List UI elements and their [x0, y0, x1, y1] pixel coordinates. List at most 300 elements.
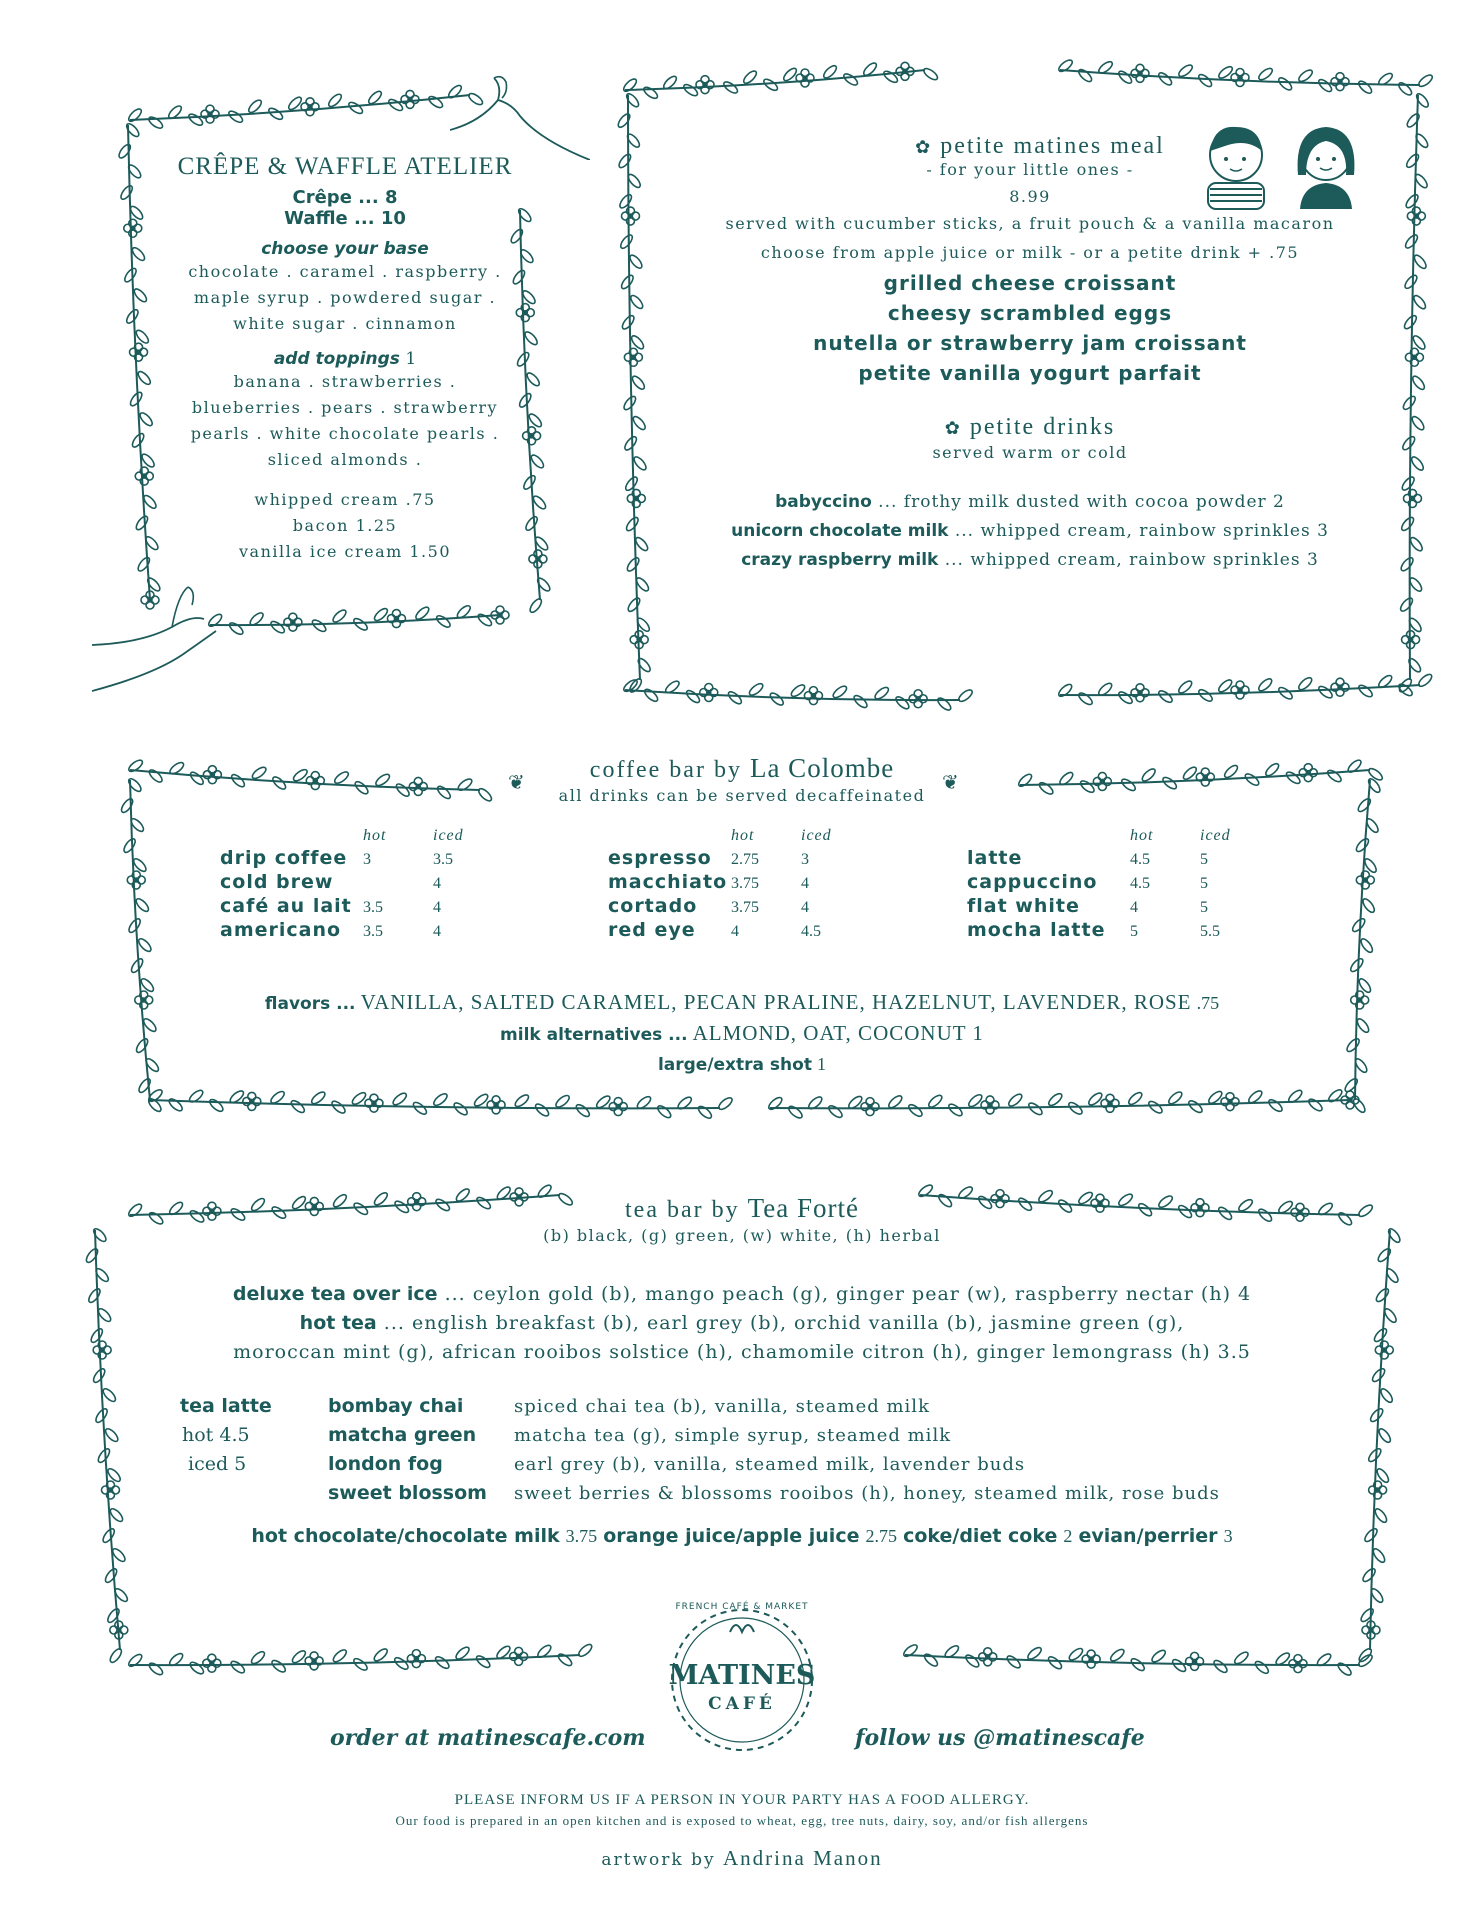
vine-leaf — [229, 1207, 246, 1222]
vine-leaf — [434, 1655, 451, 1671]
tea-latte-desc: sweet berries & blossoms rooibos (h), honey, steamed milk, rose buds — [514, 1483, 1220, 1504]
vine-leaf — [1357, 683, 1374, 699]
vine-leaf — [1363, 1527, 1379, 1544]
vine-leaf — [167, 1097, 184, 1113]
vine-leaf — [168, 1651, 185, 1667]
tea-title: tea bar by Tea Forté — [625, 1193, 859, 1223]
vine-leaf — [1383, 1307, 1398, 1324]
petite-drinks-title: ✿ petite drinks — [944, 414, 1116, 440]
vine-leaf — [1379, 1387, 1394, 1404]
vine-leaf — [664, 679, 681, 695]
vine-leaf — [1057, 58, 1074, 73]
base-line: maple syrup . powdered sugar . — [193, 288, 497, 307]
vine-leaf — [1413, 173, 1429, 190]
vine-leaf — [1287, 1088, 1304, 1104]
vine-leaf — [1177, 679, 1194, 695]
vine-flower — [305, 1197, 323, 1215]
vine-leaf — [616, 112, 632, 129]
vine-leaf — [524, 515, 539, 532]
vine-leaf — [1120, 777, 1137, 792]
vine-leaf — [1401, 435, 1417, 452]
vine-leaf — [452, 1101, 469, 1117]
vine-leaf — [373, 1191, 390, 1207]
vine-leaf — [595, 1094, 612, 1110]
vine-leaf — [147, 1661, 164, 1677]
vine-stem — [1060, 685, 1420, 695]
vine-leaf — [287, 95, 303, 111]
iced-header: iced — [1200, 827, 1231, 844]
vine-leaf — [1357, 79, 1374, 95]
vine-leaf — [1007, 1092, 1024, 1108]
vine-leaf — [134, 897, 150, 914]
vine-flower — [700, 684, 718, 702]
milk-line: milk alternatives ... ALMOND, OAT, COCONUT 1 — [500, 1021, 984, 1045]
vine-flower — [1362, 1621, 1380, 1639]
other-drink-price: 3.75 — [565, 1526, 598, 1546]
vine-leaf — [1369, 1587, 1384, 1604]
vine-leaf — [1408, 576, 1424, 593]
vine-leaf — [768, 691, 785, 707]
hot-header: hot — [731, 827, 755, 844]
vine-leaf — [106, 1467, 122, 1484]
vine-leaf — [1077, 68, 1094, 84]
logo-name: MATINES — [668, 1660, 816, 1691]
petite-item: grilled cheese croissant — [883, 271, 1177, 295]
toppings-heading: add toppings — [273, 349, 400, 369]
vine-leaf — [685, 689, 702, 705]
vine-leaf — [119, 184, 134, 201]
vine-leaf — [629, 294, 645, 311]
large-line: large/extra shot 1 — [657, 1054, 827, 1075]
vine-leaf — [632, 455, 648, 472]
vine-leaf — [432, 1092, 449, 1108]
vine-flower — [621, 207, 639, 225]
vine-leaf — [1317, 684, 1334, 700]
vine-leaf — [1087, 1091, 1104, 1107]
vine-leaf — [522, 474, 537, 491]
vine-leaf — [291, 1649, 308, 1665]
vine-stem — [1370, 1230, 1390, 1650]
tea-subtitle: (b) black, (g) green, (w) white, (h) herbal — [543, 1226, 941, 1245]
vine-leaf — [125, 122, 141, 139]
coffee-iced-price: 4 — [433, 899, 441, 916]
vine-leaf — [936, 696, 953, 712]
vine-leaf — [882, 69, 899, 84]
vine-leaf — [1361, 897, 1376, 914]
coffee-item-name: café au lait — [220, 895, 352, 917]
vine-leaf — [1409, 536, 1425, 553]
vine-flower — [1299, 764, 1317, 782]
vine-leaf — [1369, 1407, 1385, 1424]
vine-leaf — [631, 415, 647, 432]
vine-leaf — [267, 106, 284, 121]
coffee-header-row — [608, 826, 832, 846]
vine-leaf — [1233, 1650, 1250, 1666]
vine-leaf — [427, 94, 444, 109]
vine-leaf — [1147, 1099, 1164, 1115]
toppings-list — [175, 369, 515, 473]
vine-leaf — [1297, 676, 1314, 692]
vine-leaf — [525, 371, 541, 388]
coffee-row — [220, 894, 464, 918]
vine-leaf — [1140, 767, 1157, 783]
vine-leaf — [630, 334, 646, 351]
vine-flower — [1082, 1650, 1100, 1668]
vine-flower — [491, 606, 509, 624]
vine-leaf — [132, 857, 148, 874]
vine-leaf — [1207, 1089, 1224, 1105]
coffee-row — [608, 894, 832, 918]
crepe-section — [175, 153, 515, 565]
coffee-iced-price: 4 — [801, 899, 809, 916]
vine-leaf — [517, 207, 533, 224]
extras-list — [175, 487, 515, 565]
vine-leaf — [144, 535, 160, 552]
tea-latte-desc: spiced chai tea (b), vanilla, steamed milk — [514, 1396, 930, 1417]
vine-flower — [624, 348, 642, 366]
petite-item: cheesy scrambled eggs — [887, 301, 1173, 325]
vine-leaf — [289, 1099, 306, 1115]
tea-header — [442, 1193, 1042, 1245]
vine-leaf — [1177, 1203, 1194, 1219]
vine-leaf — [94, 1267, 110, 1284]
tea-latte-name: matcha green — [328, 1424, 477, 1446]
other-drink-name: hot chocolate/chocolate milk — [251, 1525, 560, 1547]
vine-leaf — [1355, 1017, 1370, 1034]
vine-flower — [1356, 871, 1374, 889]
coffee-item-name: cold brew — [220, 871, 334, 893]
vine-leaf — [229, 1659, 246, 1675]
vine-leaf — [1337, 1211, 1354, 1227]
vine-leaf — [414, 605, 431, 621]
vine-leaf — [887, 1094, 904, 1110]
vine-leaf — [1371, 1367, 1387, 1384]
vine-leaf — [1411, 374, 1427, 391]
vine-leaf — [1417, 672, 1434, 688]
vine-leaf — [789, 683, 806, 699]
extra-item: whipped cream .75 — [254, 490, 436, 509]
vine-leaf — [310, 1090, 327, 1106]
vine-flower — [135, 991, 153, 1009]
vine-leaf — [1109, 1647, 1126, 1663]
vine-leaf — [1410, 415, 1426, 432]
vine-flower — [696, 76, 714, 94]
vine-leaf — [189, 770, 206, 786]
vine-leaf — [1217, 65, 1234, 80]
vine-leaf — [129, 817, 145, 834]
tea-latte-row — [328, 1392, 1220, 1421]
vine-leaf — [1117, 1192, 1134, 1207]
vine-flower — [1405, 348, 1423, 366]
vine-stem — [625, 70, 925, 90]
vine-leaf — [1277, 1199, 1294, 1214]
vine-leaf — [167, 104, 183, 120]
flower-icon: ✿ — [915, 137, 933, 157]
coffee-column — [220, 826, 464, 942]
other-drink-name: coke/diet coke — [903, 1525, 1058, 1547]
vine-leaf — [147, 768, 164, 784]
vine-flower — [135, 467, 153, 485]
petite-choose: choose from apple juice or milk - or a petite drink + .75 — [760, 243, 1300, 262]
vine-leaf — [1047, 1655, 1064, 1671]
vine-leaf — [619, 233, 635, 250]
vine-leaf — [353, 780, 370, 796]
vine-leaf — [1212, 1658, 1229, 1674]
vine-stem — [150, 1100, 720, 1108]
vine-leaf — [529, 453, 545, 470]
vine-stem — [625, 690, 960, 700]
vine-leaf — [767, 1095, 784, 1111]
vine-leaf — [1361, 1567, 1377, 1584]
vine-leaf — [967, 1093, 984, 1109]
vine-leaf — [1157, 689, 1174, 705]
vine-leaf — [1367, 767, 1384, 782]
vine-flower — [1351, 991, 1369, 1009]
vine-leaf — [130, 432, 145, 449]
ornament-icon: ❦ — [508, 770, 525, 794]
coffee-header-row — [967, 826, 1231, 846]
vine-leaf — [1403, 273, 1419, 290]
vine-leaf — [1415, 92, 1431, 109]
vine-leaf — [138, 411, 154, 428]
vine-flower — [510, 1647, 528, 1665]
vine-leaf — [1412, 294, 1428, 311]
vine-leaf — [902, 1643, 919, 1659]
matines-logo — [652, 1588, 832, 1768]
tea-latte-row — [328, 1479, 1220, 1508]
other-drink-price: 2 — [1063, 1526, 1073, 1546]
coffee-item-name: cortado — [608, 895, 698, 917]
toppings-line: sliced almonds . — [267, 450, 423, 469]
vine-leaf — [1150, 1648, 1167, 1664]
vine-leaf — [827, 1104, 844, 1120]
vine-leaf — [454, 1645, 471, 1661]
vine-flower — [306, 772, 324, 790]
vine-flower — [110, 1621, 128, 1639]
coffee-header-spacer — [220, 826, 363, 846]
vine-leaf — [624, 475, 640, 492]
vine-flower — [401, 90, 419, 108]
vine-flower — [1091, 1194, 1109, 1212]
order-link[interactable]: order at matinescafe.com — [330, 1725, 646, 1751]
vine-leaf — [1285, 770, 1302, 785]
vine-leaf — [1375, 1467, 1390, 1484]
vine-leaf — [101, 1527, 116, 1544]
vine-leaf — [129, 957, 144, 974]
vine-leaf — [894, 695, 911, 711]
petite-price: 8.99 — [1009, 187, 1051, 206]
vine-leaf — [1257, 677, 1274, 693]
vine-flower — [408, 1193, 426, 1211]
coffee-extras — [200, 988, 1284, 1080]
vine-leaf — [1274, 1651, 1291, 1667]
extra-item: vanilla ice cream 1.50 — [239, 542, 451, 561]
vine-leaf — [144, 1057, 160, 1074]
coffee-iced-price: 3.5 — [433, 851, 453, 868]
vine-leaf — [473, 1092, 490, 1108]
vine-leaf — [852, 694, 869, 710]
vine-leaf — [1171, 1658, 1188, 1674]
vine-leaf — [1079, 779, 1096, 794]
vine-leaf — [1411, 334, 1427, 351]
coffee-header-spacer — [967, 826, 1130, 846]
vine-stem — [770, 1100, 1350, 1108]
vine-stem — [128, 125, 150, 600]
vine-leaf — [1187, 1099, 1204, 1115]
vine-leaf — [84, 1247, 99, 1264]
coffee-iced-price: 4.5 — [801, 923, 821, 940]
coffee-row — [220, 870, 464, 894]
vine-leaf — [1385, 1267, 1400, 1284]
vine-leaf — [1402, 314, 1418, 331]
vine-flower — [523, 427, 541, 445]
vine-leaf — [628, 677, 644, 694]
vine-flower — [1186, 1652, 1204, 1670]
coffee-item-name: macchiato — [608, 871, 728, 893]
vine-leaf — [352, 1657, 369, 1673]
base-line: chocolate . caramel . raspberry . — [188, 262, 502, 281]
vine-leaf — [89, 1327, 104, 1344]
vine-leaf — [1367, 777, 1382, 794]
coffee-row — [967, 846, 1231, 870]
vine-leaf — [626, 173, 642, 190]
vine-leaf — [623, 435, 639, 452]
vine-leaf — [642, 85, 659, 100]
vine-leaf — [127, 163, 143, 180]
vine-leaf — [147, 1088, 164, 1104]
vine-leaf — [513, 1093, 530, 1109]
vine-leaf — [822, 64, 839, 80]
vine-stem — [905, 1655, 1360, 1665]
vine-leaf — [622, 678, 639, 694]
petite-drink: unicorn chocolate milk ... whipped cream, rainbow sprinkles 3 — [731, 521, 1329, 541]
vine-leaf — [108, 1647, 123, 1664]
vine-leaf — [327, 92, 343, 108]
vine-flower — [1291, 1203, 1309, 1221]
vine-flower — [1331, 678, 1349, 696]
vine-stem — [210, 615, 500, 625]
vine-leaf — [676, 1095, 693, 1111]
vine-leaf — [92, 1227, 108, 1244]
vine-leaf — [1405, 152, 1421, 169]
follow-link[interactable]: follow us @matinescafe — [855, 1725, 1145, 1751]
vine-leaf — [435, 614, 452, 630]
vine-flower — [305, 1652, 323, 1670]
coffee-item-name: cappuccino — [967, 871, 1098, 893]
vine-leaf — [132, 287, 148, 304]
flower-icon: ✿ — [944, 418, 962, 438]
petite-drink: crazy raspberry milk ... whipped cream, rainbow sprinkles 3 — [741, 550, 1319, 570]
vine-leaf — [636, 1095, 653, 1111]
vine-leaf — [1077, 691, 1094, 707]
iced-header: iced — [433, 827, 464, 844]
vine-flower — [1402, 631, 1420, 649]
vine-leaf — [188, 1088, 205, 1104]
vine-leaf — [1399, 556, 1415, 573]
logo-sub: CAFÉ — [708, 1694, 776, 1714]
vine-leaf — [270, 1205, 287, 1220]
vine-leaf — [475, 1654, 492, 1670]
hand-illustration-bottom — [92, 585, 232, 695]
artwork-credit: artwork by Andrina Manon — [601, 1846, 883, 1870]
vine-leaf — [964, 1653, 981, 1669]
coffee-iced-price: 5 — [1200, 851, 1208, 868]
vine-leaf — [1067, 1100, 1084, 1116]
vine-flower — [243, 1092, 261, 1110]
vine-leaf — [574, 1103, 591, 1119]
vine-leaf — [1359, 1607, 1375, 1624]
vine-leaf — [108, 1507, 124, 1524]
vine-leaf — [1373, 1507, 1388, 1524]
other-drink-price: 2.75 — [865, 1526, 898, 1546]
vine-leaf — [119, 797, 134, 814]
vine-leaf — [1357, 1647, 1373, 1664]
tea-latte-row — [328, 1421, 1220, 1450]
vine-leaf — [1257, 1207, 1274, 1223]
vine-flower — [909, 690, 927, 708]
vine-leaf — [331, 1648, 348, 1664]
vine-leaf — [227, 109, 244, 124]
toppings-line: blueberries . pears . strawberry — [191, 398, 499, 417]
coffee-item-name: latte — [967, 847, 1023, 869]
vine-leaf — [1057, 1198, 1074, 1214]
vine-leaf — [620, 274, 636, 291]
vine-flower — [1101, 1094, 1119, 1112]
vine-leaf — [521, 289, 537, 306]
vine-leaf — [106, 1607, 121, 1624]
tea-latte-desc: earl grey (b), vanilla, steamed milk, lavender buds — [514, 1454, 1026, 1475]
vine-leaf — [643, 687, 660, 703]
vine-leaf — [136, 370, 152, 387]
vine-flower — [1341, 1091, 1359, 1109]
vine-flower — [979, 1648, 997, 1666]
vine-leaf — [1371, 1547, 1386, 1564]
vine-leaf — [1352, 1097, 1367, 1114]
vine-leaf — [787, 1104, 804, 1120]
vine-leaf — [625, 132, 641, 149]
vine-leaf — [622, 77, 639, 93]
vine-leaf — [387, 97, 404, 112]
vine-flower — [127, 871, 145, 889]
toppings-price: 1 — [405, 349, 417, 369]
vine-leaf — [922, 67, 939, 82]
vine-flower — [407, 1650, 425, 1668]
vine-leaf — [111, 1547, 127, 1564]
vine-leaf — [1047, 1092, 1064, 1108]
vine-leaf — [391, 1091, 408, 1107]
kitchen-notice: Our food is prepared in an open kitchen and is exposed to wheat, egg, tree nuts, dairy, soy, and/or fish allergens — [395, 1813, 1089, 1828]
vine-leaf — [624, 516, 640, 533]
vine-leaf — [523, 330, 539, 347]
vine-leaf — [622, 395, 638, 412]
vine-leaf — [1400, 475, 1416, 492]
vine-stem — [95, 1230, 120, 1650]
vine-leaf — [742, 69, 759, 85]
vine-leaf — [247, 98, 263, 114]
other-drinks-line — [150, 1525, 1334, 1547]
vine-leaf — [1197, 688, 1214, 704]
vine-leaf — [1005, 1654, 1022, 1670]
coffee-title: coffee bar by La Colombe — [589, 753, 895, 783]
hot-header: hot — [363, 827, 387, 844]
vine-flower — [1191, 1199, 1209, 1217]
vine-flower — [124, 219, 142, 237]
vine-leaf — [1377, 1427, 1392, 1444]
vine-leaf — [208, 1097, 225, 1113]
vine-leaf — [271, 775, 288, 791]
vine-leaf — [476, 612, 493, 628]
vine-flower — [1131, 64, 1149, 82]
